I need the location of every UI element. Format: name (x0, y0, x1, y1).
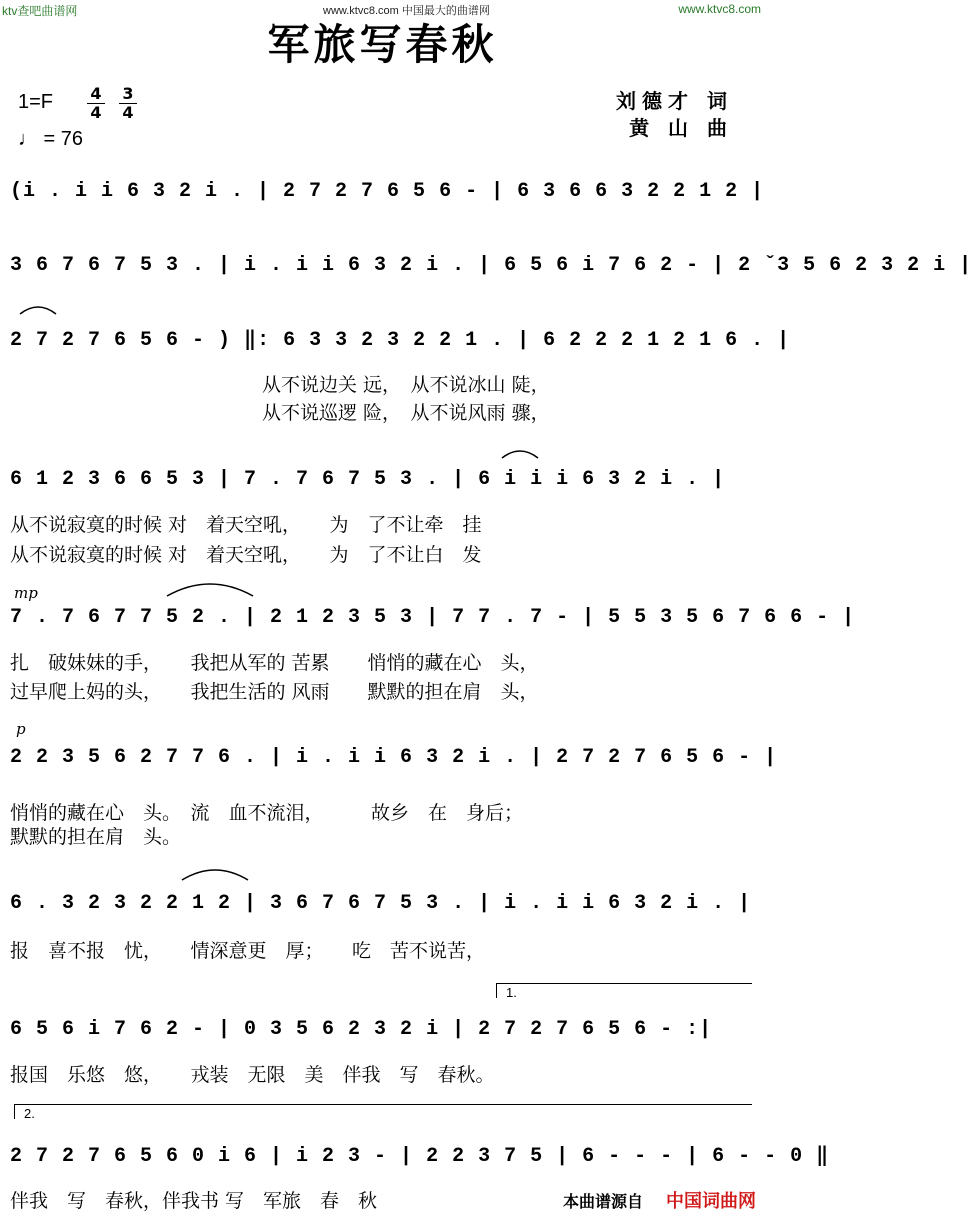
song-title: 军旅写春秋 (267, 20, 498, 69)
lyrics-row-5-verse-2: 过早爬上妈的头， 我把生活的 风雨 默默的担在肩 头， (10, 681, 539, 703)
lyrics-row-9: 伴我 写 春秋，伴我书 写 军旅 春 秋 (10, 1190, 378, 1212)
footer-source-label: 本曲谱源自 (563, 1192, 644, 1211)
time-sig-2-num: 3 (122, 84, 134, 103)
volta-second-label: 2. (24, 1106, 35, 1121)
time-signature-2 (119, 86, 137, 121)
notation-row-8: 6 5 6 i 7 6 2 - | 0 3 5 6 2 3 2 i | 2 7 2 7 6 5 6 - :| (10, 1018, 713, 1041)
notation-row-9: 2 7 2 7 6 5 6 0 i 6 | i 2 3 - | 2 2 3 7 5 | 6 - - - | 6 - - 0 ‖ (10, 1145, 830, 1168)
notation-row-6: 2 2 3 5 6 2 7 7 6 . | i . i i 6 3 2 i . | 2 7 2 7 6 5 6 - | (10, 746, 778, 769)
tempo-marking: ♩ = 76 (18, 128, 84, 150)
slur-arc (165, 576, 255, 598)
time-sig-1-den: 4 (90, 103, 102, 122)
notation-row-5: 7 . 7 6 7 7 5 2 . | 2 1 2 3 5 3 | 7 7 . 7 - | 5 5 3 5 6 7 6 6 - | (10, 606, 856, 629)
lyrics-row-4-verse-2: 从不说寂寞的时候 对 着天空吼， 为 了不让白 发 (10, 544, 482, 566)
watermark-left: ktv查吧曲谱网 (2, 4, 78, 18)
lyrics-row-3-verse-1: 从不说边关 远， 从不说冰山 陡， (262, 374, 550, 396)
lyrics-row-5-verse-1: 扎 破妹妹的手， 我把从军的 苦累 悄悄的藏在心 头， (10, 652, 539, 674)
volta-first-label: 1. (506, 985, 517, 1000)
lyrics-row-6-verse-1: 悄悄的藏在心 头。 流 血不流泪， 故乡 在 身后； (10, 802, 524, 824)
slur-arc (180, 862, 250, 882)
notation-row-1: (i . i i 6 3 2 i . | 2 7 2 7 6 5 6 - | 6 3 6 6 3 2 2 1 2 | (10, 180, 765, 203)
time-sig-2-den: 4 (122, 103, 134, 122)
notation-row-4: 6 1 2 3 6 6 5 3 | 7 . 7 6 7 5 3 . | 6 i i i 6 3 2 i . | (10, 468, 726, 491)
lyrics-row-8: 报国 乐悠 悠， 戎装 无限 美 伴我 写 春秋。 (10, 1064, 495, 1086)
key-signature: 1=F (18, 91, 54, 113)
dynamic-mp: mp (14, 584, 38, 602)
footer-brand-logo: 中国词曲网 (666, 1191, 756, 1212)
lyrics-row-4-verse-1: 从不说寂寞的时候 对 着天空吼， 为 了不让牵 挂 (10, 514, 482, 536)
watermark-center: www.ktvc8.com 中国最大的曲谱网 (323, 5, 490, 17)
notation-row-2: 3 6 7 6 7 5 3 . | i . i i 6 3 2 i . | 6 5 6 i 7 6 2 - | 2 ˇ3 5 6 2 3 2 i | (10, 254, 972, 277)
time-signature-1 (87, 86, 105, 121)
volta-second-bracket (14, 1104, 752, 1119)
lyricist-credit: 刘德才 词 (616, 89, 733, 113)
slur-arc (18, 300, 58, 316)
lyrics-row-7: 报 喜不报 忧， 情深意更 厚； 吃 苦不说苦， (10, 940, 486, 962)
lyrics-row-3-verse-2: 从不说巡逻 险， 从不说风雨 骤， (262, 402, 550, 424)
notation-row-7: 6 . 3 2 3 2 2 1 2 | 3 6 7 6 7 5 3 . | i . i i 6 3 2 i . | (10, 892, 752, 915)
watermark-right: www.ktvc8.com (678, 2, 761, 16)
lyrics-row-6-verse-2: 默默的担在肩 头。 (10, 826, 182, 848)
volta-first-bracket (496, 983, 752, 998)
dynamic-p: p (16, 720, 26, 738)
time-sig-1-num: 4 (90, 84, 102, 103)
slur-arc (500, 444, 540, 460)
notation-row-3: 2 7 2 7 6 5 6 - ) ‖: 6 3 3 2 3 2 2 1 . | 6 2 2 2 1 2 1 6 . | (10, 329, 791, 352)
composer-credit: 黄 山 曲 (629, 116, 733, 140)
